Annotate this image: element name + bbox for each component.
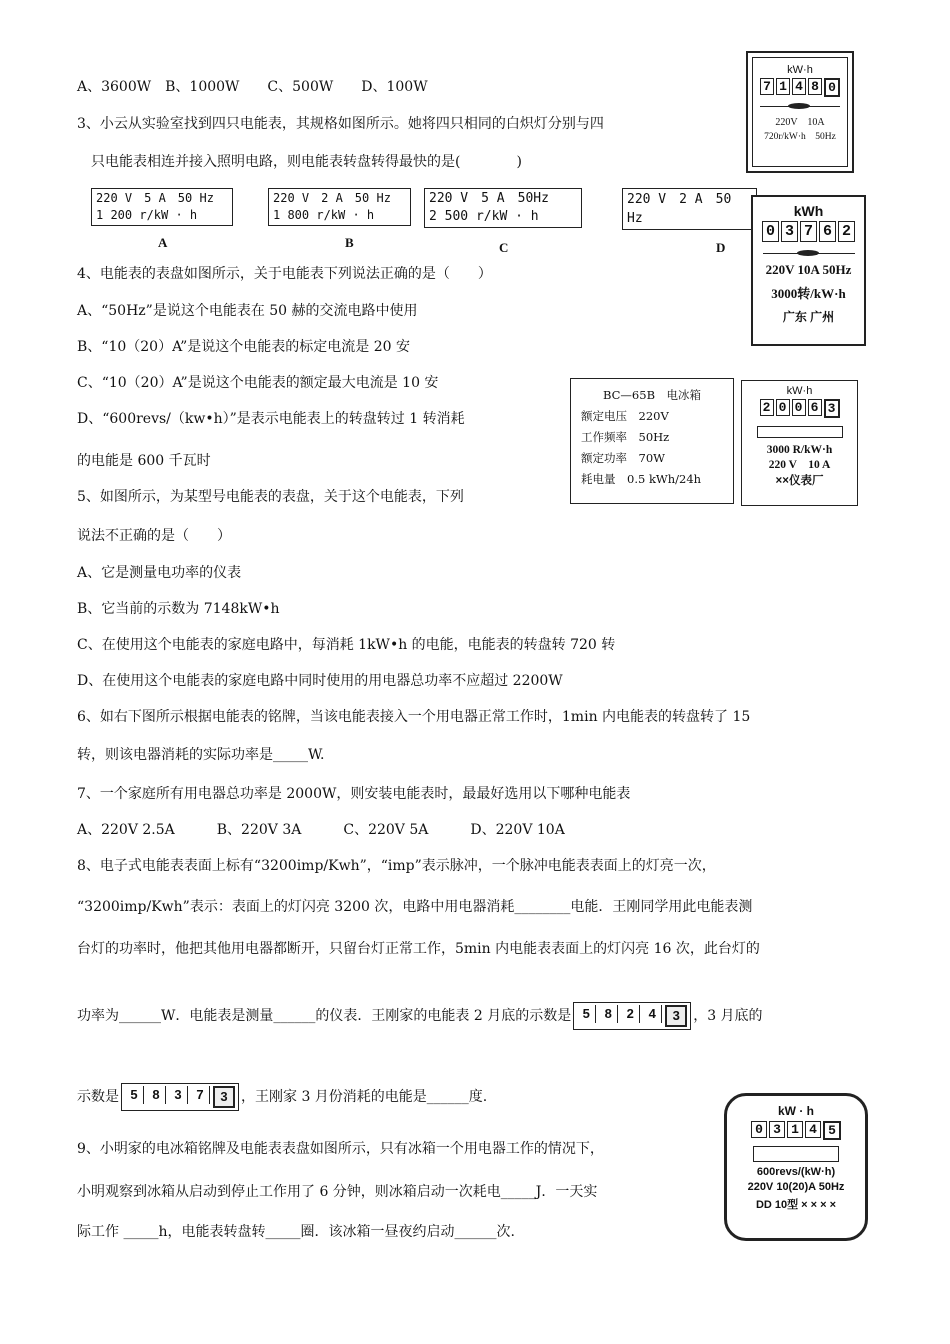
meter-spec2: 220 V 10 A [768,459,831,471]
meter-maker: DD 10型 × × × × [755,1199,837,1211]
disc-icon [760,103,840,109]
q8-line3: 台灯的功率时，他把其他用电器都断开，只留台灯正常工作，5min 内电能表表面上的灯闪亮 16 次，此台灯的 [77,941,760,957]
q8-line5: 示数是 5 8 3 7 3 ，王刚家 3 月份消耗的电能是______度. [77,1083,487,1111]
meter-digits: 0 3 7 6 2 [762,221,855,242]
meter-unit: kW·h [786,385,813,397]
meter-image-q5 [741,380,858,506]
meter-unit: kW · h [778,1104,814,1118]
q5-option-d: D、在使用这个电能表的家庭电路中同时使用的用电器总功率不应超过 2200W [77,673,563,689]
mar-reading-digits: 5 8 3 7 3 [121,1083,239,1111]
fridge-row-power: 额定功率 70W [581,451,665,465]
q5-option-b: B、它当前的示数为 7148kW•h [77,601,280,617]
meter-digits: 0 3 1 4 5 [751,1121,841,1140]
q6-line1: 6、如右下图所示根据电能表的铭牌，当该电能表接入一个用电器正常工作时，1min 内电能表的转盘转了 15 [77,709,751,725]
fridge-model: BC—65B 电冰箱 [602,388,702,402]
q7-options: A、220V 2.5A B、220V 3A C、220V 5A D、220V 10A [77,822,565,838]
option-label-d: D [716,240,726,255]
q9-line3: 际工作 _____h，电能表转盘转_____圈．该冰箱一昼夜约启动______次. [77,1224,515,1240]
meter-spec1: 220V 10A [775,117,825,128]
prev-question-options: A、3600W B、1000W C、500W D、100W [77,79,428,95]
meter-unit: kW·h [787,64,813,76]
option-label-b: B [345,235,354,250]
meter-spec-option-c: 220 V 5 A 50Hz 2 500 r/kW · h [424,188,582,228]
fridge-row-consumption: 耗电量 0.5 kWh/24h [581,472,702,486]
meter-digits: 2 0 0 6 3 [760,399,840,418]
meter-image-top [746,51,854,173]
feb-reading-digits: 5 8 2 4 3 [573,1002,691,1030]
q4-option-c: C、“10（20）A”是说这个电能表的额定最大电流是 10 安 [77,375,439,391]
meter-maker: ××仪表厂 [775,475,824,487]
q4-option-d-line1: D、“600revs/（kw•h）”是表示电能表上的转盘转过 1 转消耗 [77,411,465,427]
meter-digits: 7 1 4 8 0 [760,78,840,97]
option-label-c: C [499,240,509,255]
q3-line1: 3、小云从实验室找到四只电能表，其规格如图所示。她将四只相同的白炽灯分别与四 [77,116,604,132]
meter-spec1: 3000 R/kW·h [766,444,833,456]
meter-unit: kWh [793,203,824,219]
meter-spec-option-a: 220 V 5 A 50 Hz 1 200 r/kW · h [91,188,233,226]
q9-line1: 9、小明家的电冰箱铭牌及电能表表盘如图所示，只有冰箱一个用电器工作的情况下， [77,1141,604,1157]
q3-line2: 只电能表相连并接入照明电路，则电能表转盘转得最快的是( ) [91,154,522,170]
q8-line4: 功率为______W．电能表是测量______的仪表．王刚家的电能表 2 月底的示数是 5 8 2 4 3 ，3 月底的 [77,1002,763,1030]
meter-image-q4 [751,195,866,346]
disc-window-icon [753,1146,839,1162]
q4-option-b: B、“10（20）A”是说这个电能表的标定电流是 20 安 [77,339,410,355]
q5-stem-line2: 说法不正确的是（ ） [77,528,231,544]
option-label-a: A [158,235,168,250]
fridge-row-voltage: 额定电压 220V [581,409,669,423]
fridge-row-frequency: 工作频率 50Hz [581,430,670,444]
disc-icon [763,250,855,256]
meter-spec2: 3000转/kW·h [771,286,846,301]
disc-window-icon [757,426,843,438]
meter-spec2: 220V 10(20)A 50Hz [747,1181,845,1193]
q8-line1: 8、电子式电能表表面上标有“3200imp/Kwh”，“imp”表示脉冲，一个脉冲电能表表面上的灯亮一次， [77,858,716,874]
meter-spec2: 720r/kW·h 50Hz [764,132,836,142]
meter-image-q9 [724,1093,868,1241]
meter-maker: 广东 广州 [782,310,835,324]
q4-option-d-line2: 的电能是 600 千瓦时 [77,453,211,469]
q8-line2: “3200imp/Kwh”表示：表面上的灯闪亮 3200 次，电路中用电器消耗________电能．王刚同学用此电能表测 [77,899,753,915]
q6-line2: 转，则该电器消耗的实际功率是_____W. [77,747,325,763]
q5-option-c: C、在使用这个电能表的家庭电路中，每消耗 1kW•h 的电能，电能表的转盘转 720 转 [77,637,616,653]
q7-stem: 7、一个家庭所有用电器总功率是 2000W，则安装电能表时，最最好选用以下哪种电能表 [77,786,631,802]
meter-spec1: 220V 10A 50Hz [765,262,852,277]
q5-option-a: A、它是测量电功率的仪表 [77,565,242,581]
q5-stem-line1: 5、如图所示，为某型号电能表的表盘，关于这个电能表，下列 [77,489,464,505]
q4-option-a: A、“50Hz”是说这个电能表在 50 赫的交流电路中使用 [77,303,418,319]
meter-spec-option-d: 220 V 2 A 50 Hz [622,188,757,230]
meter-spec-option-b: 220 V 2 A 50 Hz 1 800 r/kW · h [268,188,411,226]
meter-spec1: 600revs/(kW·h) [756,1166,836,1178]
q9-line2: 小明观察到冰箱从启动到停止工作用了 6 分钟，则冰箱启动一次耗电_____J．一天实 [77,1184,598,1200]
fridge-nameplate [570,378,734,504]
q4-stem: 4、电能表的表盘如图所示，关于电能表下列说法正确的是（ ） [77,266,492,282]
